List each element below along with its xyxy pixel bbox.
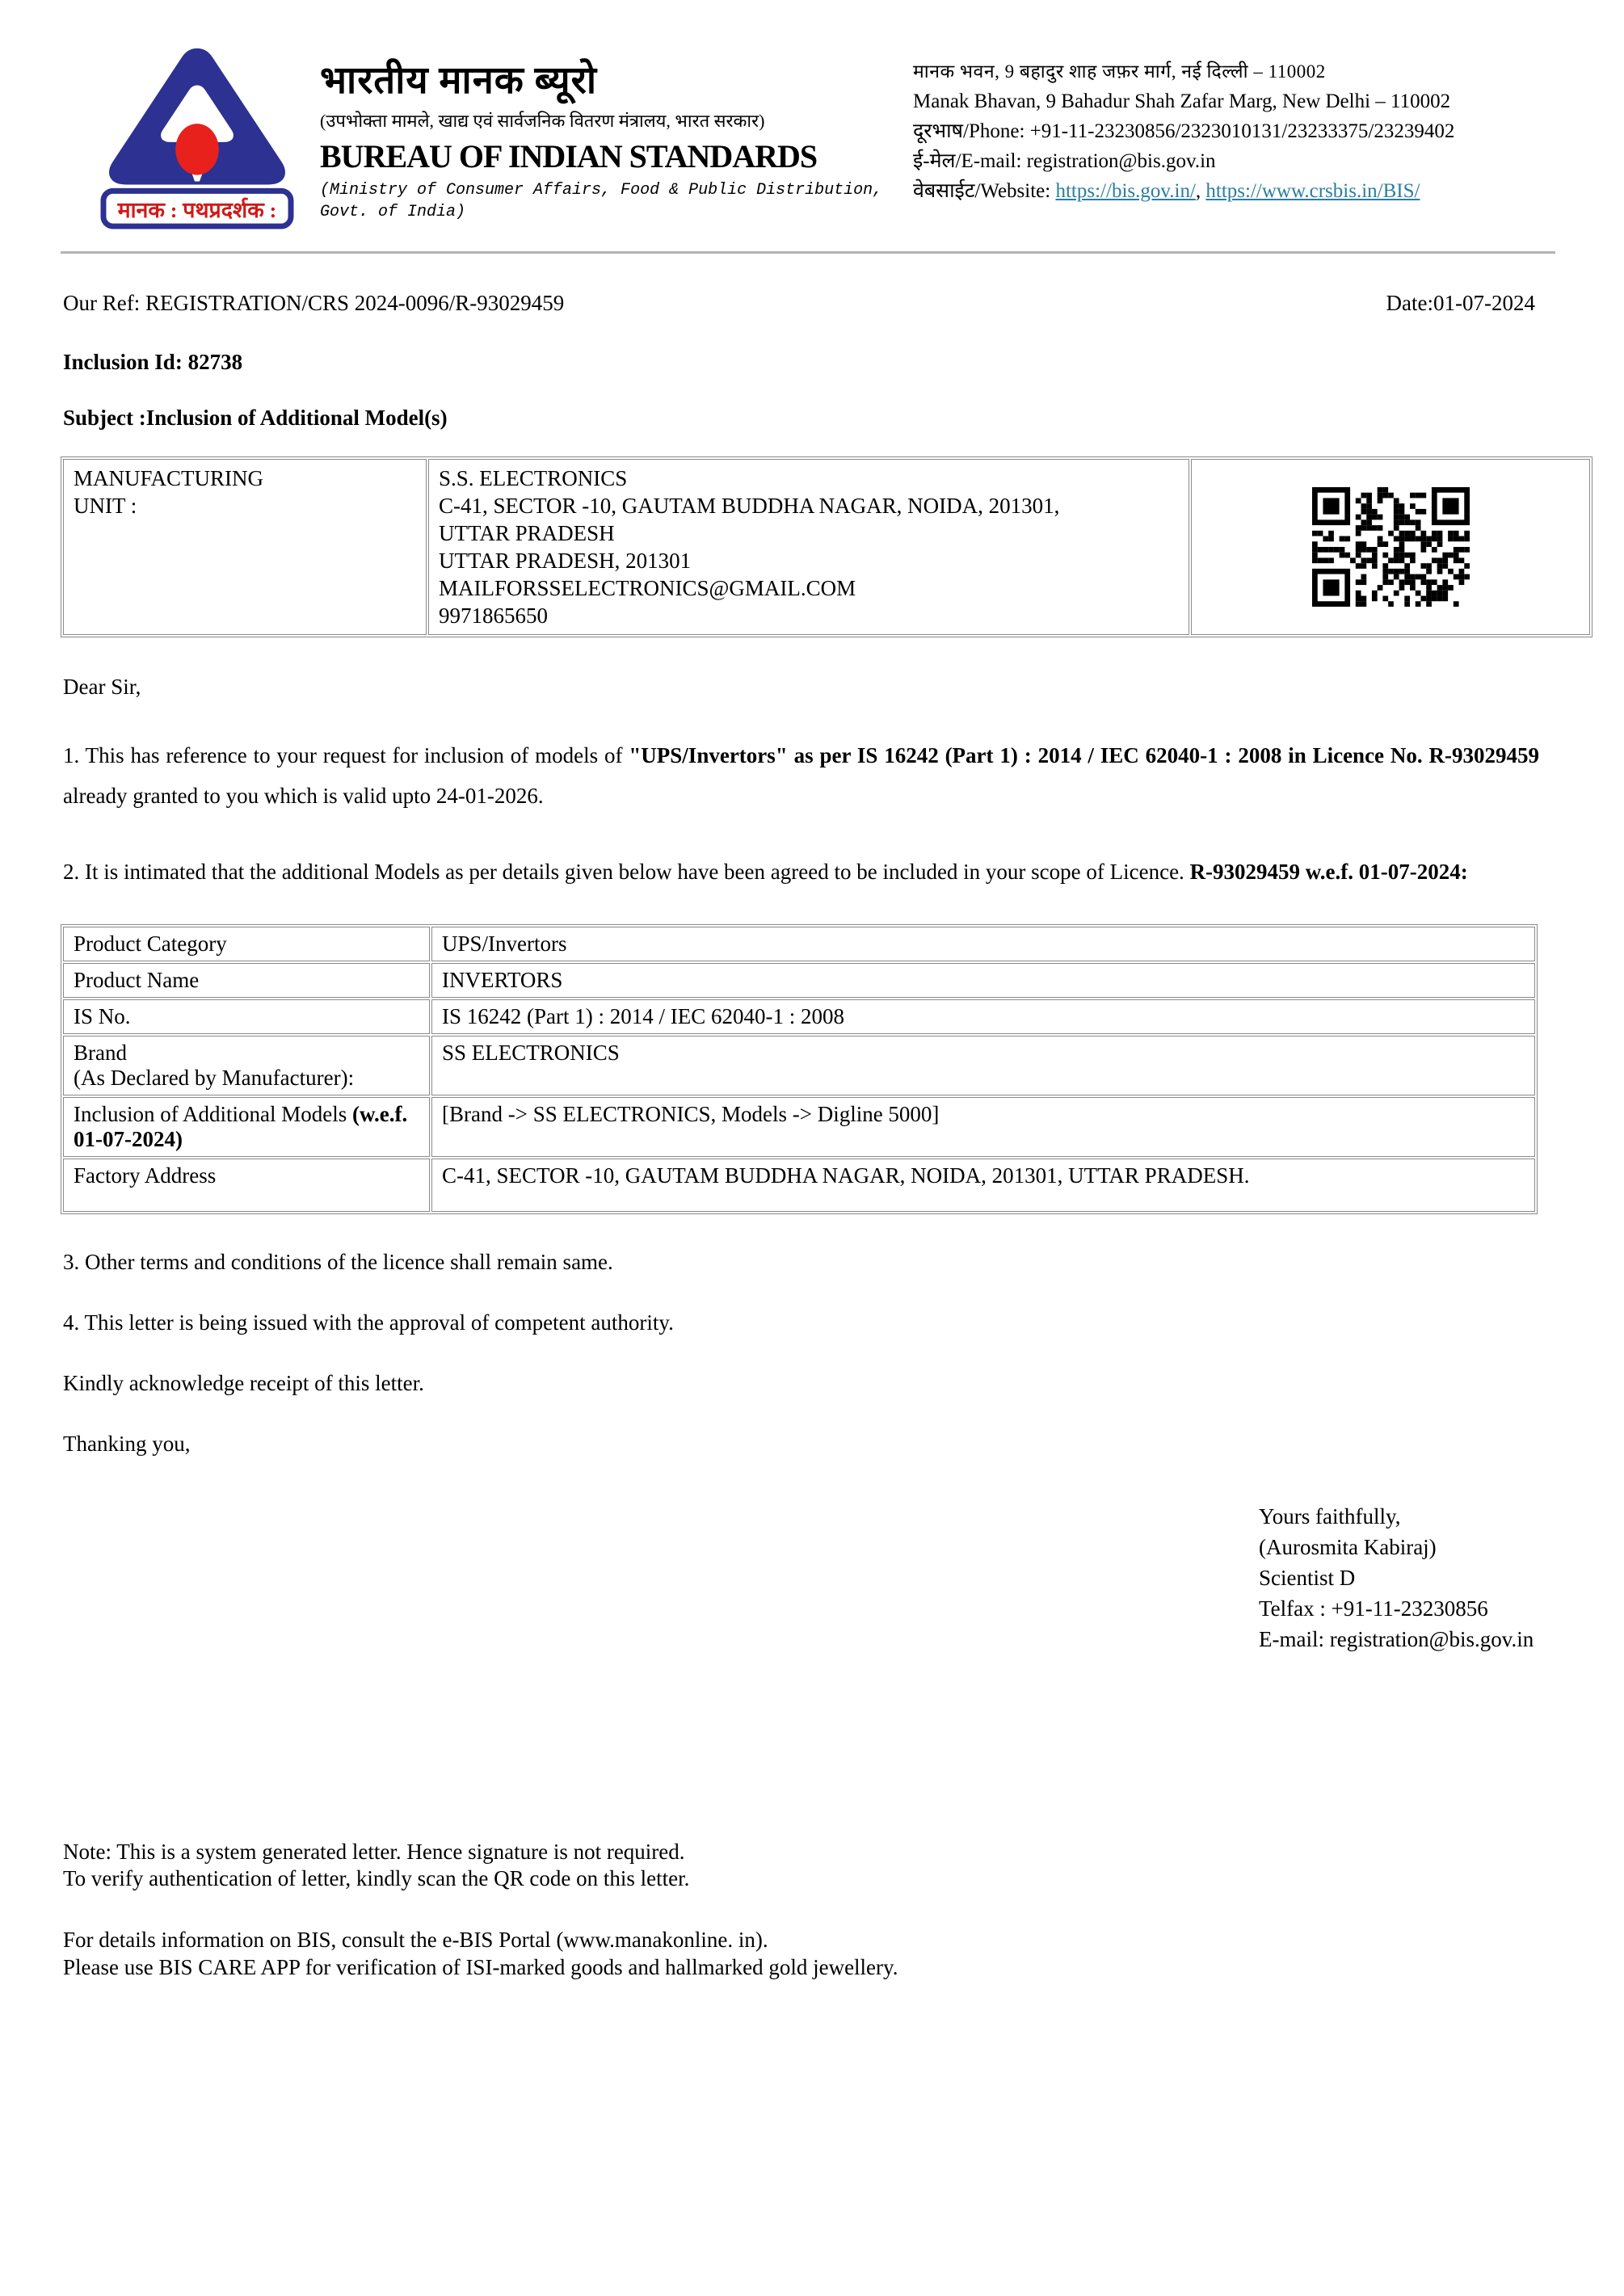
website-link-crsbis[interactable]: https://www.crsbis.in/BIS/ <box>1205 180 1420 202</box>
subject-line: Subject :Inclusion of Additional Model(s) <box>63 406 448 430</box>
label-line: Brand <box>74 1041 127 1065</box>
para2-bold-text: R-93029459 w.e.f. 01-07-2024: <box>1189 860 1468 884</box>
phone-value: +91-11-23230856/2323010131/23233375/23239402 <box>1029 120 1455 142</box>
qr-code <box>1312 487 1470 607</box>
row-label: Factory Address <box>63 1159 430 1212</box>
mfg-phone: 9971865650 <box>439 603 548 628</box>
bis-logo <box>95 37 299 235</box>
org-name-english: BUREAU OF INDIAN STANDARDS <box>320 138 818 175</box>
system-note <box>63 1839 1624 1892</box>
qr-cell <box>1191 459 1590 635</box>
table-row <box>63 1159 1535 1212</box>
paragraph-3: 3. Other terms and conditions of the licence shall remain same. <box>63 1250 613 1274</box>
mfg-address-line: UTTAR PRADESH <box>439 521 615 545</box>
note-line4: Please use BIS CARE APP for verification of ISI-marked goods and hallmarked gold jewellery. <box>63 1955 898 1979</box>
row-value: C-41, SECTOR -10, GAUTAM BUDDHA NAGAR, NOIDA, 201301, UTTAR PRADESH. <box>431 1159 1535 1212</box>
note-line1: Note: This is a system generated letter. Hence signature is not required. <box>63 1840 685 1864</box>
paragraph-2 <box>63 852 1539 892</box>
email-label: ई-मेल/E-mail: <box>913 150 1022 172</box>
note-line2: To verify authentication of letter, kindly scan the QR code on this letter. <box>63 1866 690 1890</box>
acknowledge-line: Kindly acknowledge receipt of this letter. <box>63 1371 424 1395</box>
row-label: IS No. <box>63 999 430 1034</box>
row-value: IS 16242 (Part 1) : 2014 / IEC 62040-1 : 2008 <box>431 999 1535 1034</box>
ministry-english-line2: Govt. of India) <box>320 203 466 221</box>
table-row <box>63 927 1535 961</box>
signature-block <box>1259 1501 1624 1655</box>
org-identity <box>320 37 886 223</box>
row-value: UPS/Invertors <box>431 927 1535 961</box>
website-link-bis[interactable]: https://bis.gov.in/ <box>1055 180 1196 202</box>
org-name-hindi: भारतीय मानक ब्यूरो <box>320 60 598 102</box>
manufacturing-unit-label <box>63 459 427 635</box>
contact-block <box>913 37 1454 206</box>
letterhead <box>0 0 1624 235</box>
salutation: Dear Sir, <box>63 675 141 699</box>
bis-logo-icon <box>95 37 299 229</box>
phone-label: दूरभाष/Phone: <box>913 120 1025 142</box>
address-english: Manak Bhavan, 9 Bahadur Shah Zafar Marg, New Delhi – 110002 <box>913 90 1451 112</box>
table-row <box>63 1097 1535 1157</box>
our-ref: Our Ref: REGISTRATION/CRS 2024-0096/R-93029459 <box>63 291 565 315</box>
para1-text: already granted to you which is valid upto 24-01-2026. <box>63 784 544 808</box>
signature-email: E-mail: registration@bis.gov.in <box>1259 1627 1534 1651</box>
email-value: registration@bis.gov.in <box>1026 150 1216 172</box>
ministry-english-line1: (Ministry of Consumer Affairs, Food & Public Distribution, <box>320 181 883 200</box>
label-text: Inclusion of Additional Models <box>74 1102 352 1126</box>
address-hindi: मानक भवन, 9 बहादुर शाह जफ़र मार्ग, नई दिल्ली – 110002 <box>913 61 1326 82</box>
table-row <box>63 963 1535 998</box>
mfg-email: MAILFORSSELECTRONICS@GMAIL.COM <box>439 576 856 600</box>
qr-wrap <box>1201 465 1580 628</box>
row-label: Product Category <box>63 927 430 961</box>
para2-text: 2. It is intimated that the additional Models as per details given below have been agreed to be included in your scope of Licence. <box>63 860 1190 884</box>
table-row <box>63 1036 1535 1095</box>
signature-closing: Yours faithfully, <box>1259 1504 1401 1529</box>
ministry-english <box>320 179 886 223</box>
website-separator: , <box>1195 180 1201 202</box>
table-row <box>63 459 1590 635</box>
manufacturing-unit-details <box>428 459 1189 635</box>
letter-date: Date:01-07-2024 <box>1386 291 1535 315</box>
mfg-address-line: C-41, SECTOR -10, GAUTAM BUDDHA NAGAR, NOIDA, 201301, <box>439 494 1060 518</box>
table-row <box>63 999 1535 1034</box>
row-label <box>63 1097 430 1157</box>
label-line: (As Declared by Manufacturer): <box>74 1066 355 1090</box>
phone-line <box>913 116 1454 146</box>
label-line: UNIT : <box>74 494 137 518</box>
inclusion-id: Inclusion Id: 82738 <box>63 350 243 374</box>
mfg-name: S.S. ELECTRONICS <box>439 466 628 490</box>
thanking-line: Thanking you, <box>63 1432 191 1456</box>
row-label <box>63 1036 430 1095</box>
row-value: INVERTORS <box>431 963 1535 998</box>
note-line3: For details information on BIS, consult the e-BIS Portal (www.manakonline. in). <box>63 1928 768 1952</box>
manufacturing-unit-table <box>61 456 1592 637</box>
row-label: Product Name <box>63 963 430 998</box>
signature-designation: Scientist D <box>1259 1566 1356 1590</box>
bis-info-note <box>63 1926 1624 1981</box>
email-line <box>913 146 1454 176</box>
paragraph-1 <box>63 735 1539 816</box>
reference-row <box>63 291 1535 316</box>
ministry-hindi: (उपभोक्ता मामले, खाद्य एवं सार्वजनिक वितरण मंत्रालय, भारत सरकार) <box>320 111 765 131</box>
model-details-table <box>61 924 1538 1214</box>
para1-bold-text: "UPS/Invertors" as per IS 16242 (Part 1) : 2014 / IEC 62040-1 : 2008 in Licence No. R-93029459 <box>629 743 1539 767</box>
logo-tagline: मानक : पथप्रदर्शक : <box>117 198 277 223</box>
label-bold-text: (w.e.f. 01-07-2024) <box>74 1102 408 1151</box>
para1-text: 1. This has reference to your request for inclusion of models of <box>63 743 629 767</box>
paragraph-4: 4. This letter is being issued with the approval of competent authority. <box>63 1310 674 1335</box>
row-value: SS ELECTRONICS <box>431 1036 1535 1095</box>
website-label: वेबसाईट/Website: <box>913 180 1051 202</box>
website-line <box>913 176 1454 206</box>
row-value: [Brand -> SS ELECTRONICS, Models -> Digline 5000] <box>431 1097 1535 1157</box>
label-line: MANUFACTURING <box>74 466 264 490</box>
mfg-address-line: UTTAR PRADESH, 201301 <box>439 549 692 573</box>
header-divider <box>61 251 1555 254</box>
signature-telfax: Telfax : +91-11-23230856 <box>1259 1596 1488 1621</box>
signature-name: (Aurosmita Kabiraj) <box>1259 1535 1437 1559</box>
